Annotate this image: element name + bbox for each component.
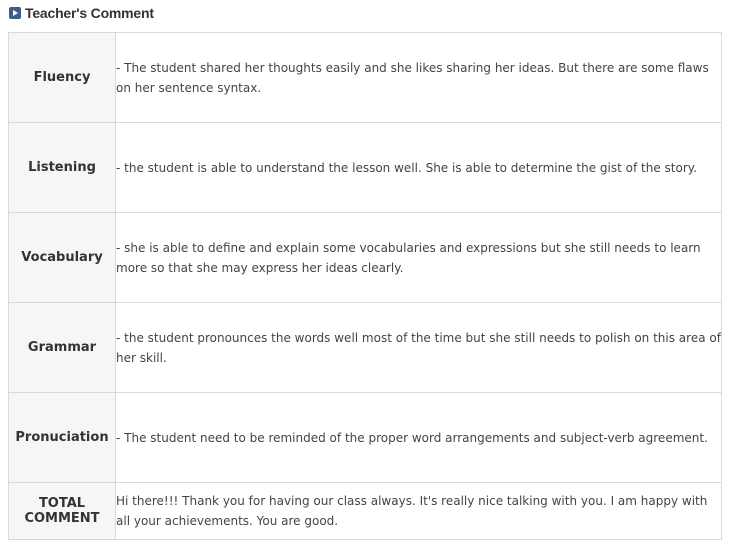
comment-text-grammar: - the student pronounces the words well most of the time but she still needs to polish on this area of her skill.: [116, 303, 722, 393]
table-row-vocabulary: [9, 213, 722, 303]
arrow-right-box-icon: [9, 7, 21, 19]
table-row-pronunciation: [9, 393, 722, 483]
table-row-grammar: [9, 303, 722, 393]
section-title: Teacher's Comment: [25, 5, 154, 21]
category-label-fluency: Fluency: [9, 33, 116, 123]
section-header: [9, 4, 154, 22]
comment-table: [8, 32, 722, 540]
category-label-pronunciation: Pronuciation: [9, 393, 116, 483]
table-row-total: [9, 483, 722, 540]
comment-text-vocabulary: - she is able to define and explain some vocabularies and expressions but she still needs to learn more so that she may express her ideas clearly.: [116, 213, 722, 303]
total-label-line2: COMMENT: [24, 511, 100, 526]
total-label-line1: TOTAL: [38, 496, 86, 511]
category-label-listening: Listening: [9, 123, 116, 213]
table-row-fluency: [9, 33, 722, 123]
comment-text-total: Hi there!!! Thank you for having our class always. It's really nice talking with you. I am happy with all your achievements. You are good.: [116, 483, 722, 540]
comment-text-pronunciation: - The student need to be reminded of the proper word arrangements and subject-verb agreement.: [116, 393, 722, 483]
comment-text-fluency: - The student shared her thoughts easily and she likes sharing her ideas. But there are some flaws on her sentence syntax.: [116, 33, 722, 123]
category-label-grammar: Grammar: [9, 303, 116, 393]
table-row-listening: [9, 123, 722, 213]
category-label-total: [9, 483, 116, 540]
category-label-vocabulary: Vocabulary: [9, 213, 116, 303]
comment-text-listening: - the student is able to understand the lesson well. She is able to determine the gist of the story.: [116, 123, 722, 213]
